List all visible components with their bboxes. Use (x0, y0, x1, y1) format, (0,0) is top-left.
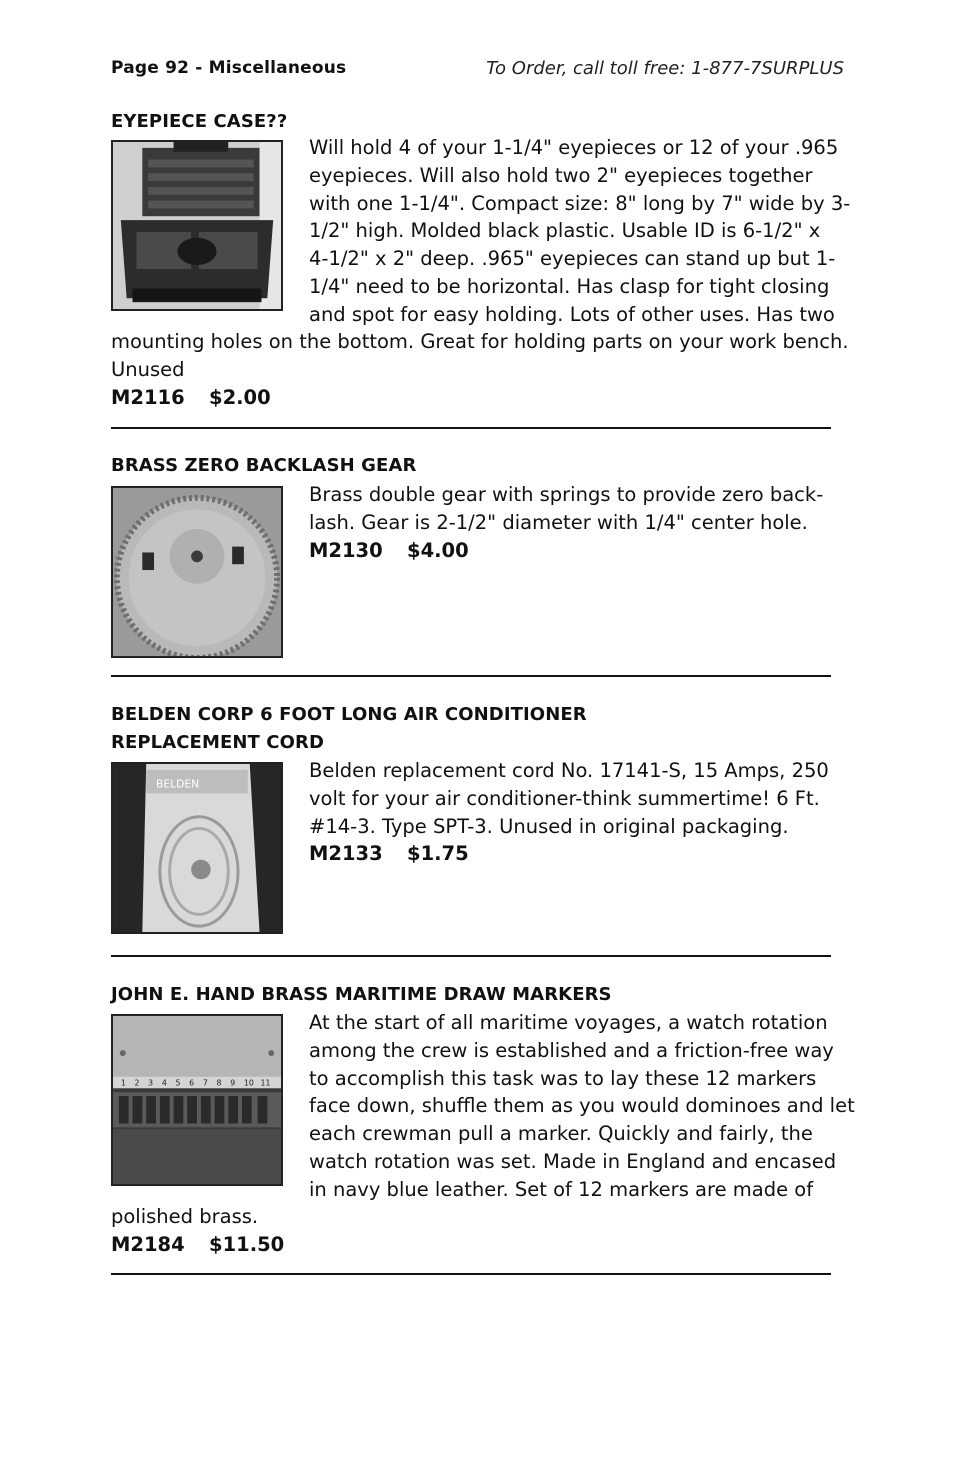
product-price: $1.75 (407, 842, 469, 866)
product-sku: M2133 (309, 842, 383, 866)
product-price: $11.50 (209, 1232, 285, 1256)
section-divider (111, 427, 831, 429)
marker-number: 8 (216, 1078, 222, 1088)
product-sku: M2116 (111, 385, 185, 409)
product-price: $2.00 (209, 385, 271, 409)
product-price-line (309, 840, 829, 868)
marker-number: 2 (134, 1078, 140, 1088)
product-price: $4.00 (407, 538, 469, 562)
marker-number: 7 (202, 1078, 208, 1088)
product-price-line (309, 537, 823, 565)
section-divider (111, 1273, 831, 1275)
page-header-section: Page 92 - Miscellaneous (111, 58, 347, 78)
product-price-line (111, 1231, 284, 1259)
product-sku: M2130 (309, 538, 383, 562)
product-title-maritime-markers: JOHN E. HAND BRASS MARITIME DRAW MARKERS (111, 984, 612, 1005)
product-description-belden-cord: Belden replacement cord No. 17141-S, 15 Amps, 250 volt for your air conditioner-think summertime! 6 Ft. #14-3. Type SPT-3. Unused in original packaging. M2133 $1.75 (309, 757, 829, 868)
product-description-maritime-markers-full: polished brass. M2184 $11.50 (111, 1203, 284, 1259)
product-title-eyepiece-case: EYEPIECE CASE?? (111, 111, 288, 132)
marker-number: 5 (175, 1078, 181, 1088)
marker-number: 3 (148, 1078, 154, 1088)
section-divider (111, 675, 831, 677)
product-description-brass-gear: Brass double gear with springs to provide zero back- lash. Gear is 2-1/2" diameter with 1/4" center hole. M2130 $4.00 (309, 481, 823, 564)
product-photo-eyepiece-case (111, 140, 283, 311)
marker-number: 11 (260, 1078, 271, 1088)
belden-package-label: BELDEN (155, 777, 200, 791)
product-description-maritime-markers-side: At the start of all maritime voyages, a watch rotation among the crew is established and a friction-free way to accomplish this task was to lay these 12 markers face down, shuffle them as you would dominoes and let each crewman pull a marker. Quickly and fairly, the watch rotation was set. Made in England and encased in navy blue leather. Set of 12 markers are made of (309, 1011, 855, 1201)
product-photo-belden-cord (111, 762, 283, 934)
product-description-eyepiece-case-side: Will hold 4 of your 1-1/4" eyepieces or 12 of your .965 eyepieces. Will also hold two 2" eyepieces together with one 1-1/4". Compact size: 8" long by 7" wide by 3- 1/2" high. Molded black plastic. Usable ID is 6-1/2" x 4-1/2" x 2" deep. .965" eyepieces can stand up but 1- 1/4" need to be horizontal. Has clasp for tight closing and spot for easy holding. Lots of other uses. Has two (309, 136, 851, 326)
marker-number: 1 (120, 1078, 126, 1088)
marker-number: 9 (230, 1078, 236, 1088)
section-divider (111, 955, 831, 957)
product-photo-maritime-markers (111, 1014, 283, 1186)
product-sku: M2184 (111, 1232, 185, 1256)
marker-number: 4 (161, 1078, 167, 1088)
product-price-line (111, 384, 849, 412)
product-description-eyepiece-case-full: mounting holes on the bottom. Great for holding parts on your work bench. Unused M2116 $2.00 (111, 328, 849, 411)
marker-number: 6 (189, 1078, 195, 1088)
product-title-brass-gear: BRASS ZERO BACKLASH GEAR (111, 455, 417, 476)
product-title-belden-cord: BELDEN CORP 6 FOOT LONG AIR CONDITIONER REPLACEMENT CORD (111, 704, 587, 753)
marker-number: 10 (243, 1078, 254, 1088)
page-header-order-phone: To Order, call toll free: 1-877-7SURPLUS (486, 58, 844, 79)
product-photo-brass-gear (111, 486, 283, 658)
